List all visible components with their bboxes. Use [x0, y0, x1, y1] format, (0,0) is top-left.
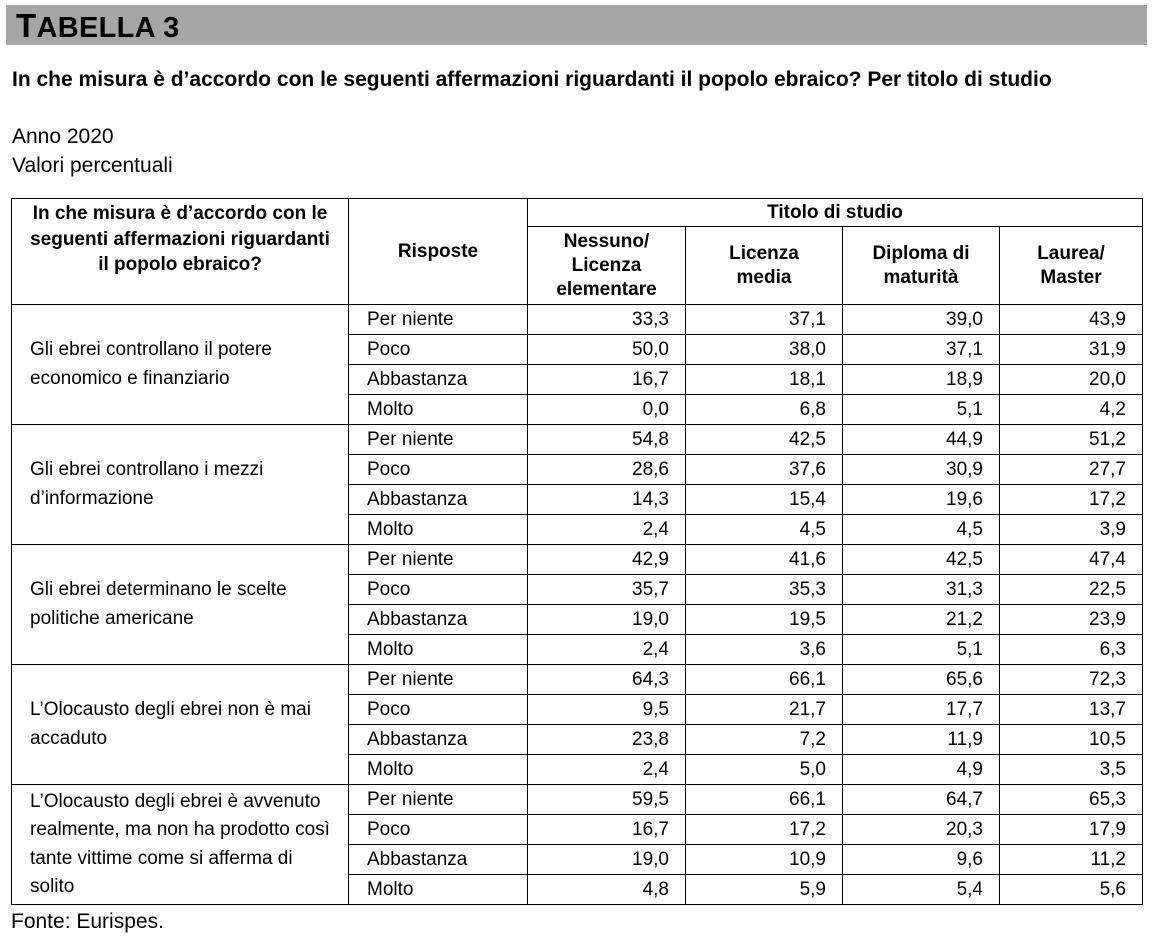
- response-cell: Abbastanza: [349, 605, 528, 635]
- value-cell: 23,9: [1000, 605, 1143, 635]
- value-cell: 2,4: [528, 755, 686, 785]
- value-cell: 23,8: [528, 725, 686, 755]
- statement-cell: Gli ebrei controllano i mezzi d’informazione: [12, 425, 349, 545]
- value-cell: 6,3: [1000, 635, 1143, 665]
- response-cell: Per niente: [349, 425, 528, 455]
- value-cell: 65,3: [1000, 785, 1143, 815]
- value-cell: 21,2: [843, 605, 1000, 635]
- value-cell: 54,8: [528, 425, 686, 455]
- value-cell: 7,2: [686, 725, 843, 755]
- value-cell: 27,7: [1000, 455, 1143, 485]
- value-cell: 13,7: [1000, 695, 1143, 725]
- value-cell: 39,0: [843, 305, 1000, 335]
- response-cell: Poco: [349, 695, 528, 725]
- header-responses: Risposte: [349, 199, 528, 305]
- value-cell: 18,1: [686, 365, 843, 395]
- value-cell: 65,6: [843, 665, 1000, 695]
- response-cell: Abbastanza: [349, 845, 528, 875]
- value-cell: 9,5: [528, 695, 686, 725]
- value-cell: 37,6: [686, 455, 843, 485]
- data-table: [11, 198, 1143, 905]
- value-cell: 17,9: [1000, 815, 1143, 845]
- value-cell: 19,6: [843, 485, 1000, 515]
- value-cell: 20,3: [843, 815, 1000, 845]
- value-cell: 5,0: [686, 755, 843, 785]
- value-cell: 3,6: [686, 635, 843, 665]
- response-cell: Molto: [349, 755, 528, 785]
- response-cell: Poco: [349, 455, 528, 485]
- value-cell: 51,2: [1000, 425, 1143, 455]
- response-cell: Poco: [349, 575, 528, 605]
- header-col-licenza-media: Licenza media: [686, 227, 843, 305]
- value-cell: 30,9: [843, 455, 1000, 485]
- response-cell: Molto: [349, 875, 528, 905]
- value-cell: 6,8: [686, 395, 843, 425]
- value-cell: 35,3: [686, 575, 843, 605]
- value-cell: 9,6: [843, 845, 1000, 875]
- table-row: [12, 425, 1143, 455]
- response-cell: Molto: [349, 515, 528, 545]
- value-cell: 66,1: [686, 785, 843, 815]
- value-cell: 5,1: [843, 635, 1000, 665]
- response-cell: Poco: [349, 335, 528, 365]
- value-cell: 20,0: [1000, 365, 1143, 395]
- table-label: TABELLA 3: [16, 7, 180, 44]
- value-cell: 19,5: [686, 605, 843, 635]
- header-group-titolo: Titolo di studio: [528, 199, 1143, 227]
- value-cell: 0,0: [528, 395, 686, 425]
- response-cell: Per niente: [349, 545, 528, 575]
- value-cell: 5,4: [843, 875, 1000, 905]
- value-cell: 4,5: [843, 515, 1000, 545]
- statement-cell: L’Olocausto degli ebrei non è mai accaduto: [12, 665, 349, 785]
- table-row: [12, 785, 1143, 815]
- table-row: [12, 665, 1143, 695]
- value-cell: 16,7: [528, 365, 686, 395]
- value-cell: 3,5: [1000, 755, 1143, 785]
- response-cell: Per niente: [349, 785, 528, 815]
- value-cell: 2,4: [528, 635, 686, 665]
- value-cell: 17,2: [1000, 485, 1143, 515]
- response-cell: Abbastanza: [349, 485, 528, 515]
- value-cell: 4,9: [843, 755, 1000, 785]
- value-cell: 5,9: [686, 875, 843, 905]
- value-cell: 2,4: [528, 515, 686, 545]
- response-cell: Per niente: [349, 305, 528, 335]
- value-cell: 17,2: [686, 815, 843, 845]
- value-cell: 3,9: [1000, 515, 1143, 545]
- value-cell: 37,1: [843, 335, 1000, 365]
- header-col-diploma: Diploma di maturità: [843, 227, 1000, 305]
- table-row: [12, 305, 1143, 335]
- value-cell: 38,0: [686, 335, 843, 365]
- value-cell: 14,3: [528, 485, 686, 515]
- table-label-banner: [6, 5, 1147, 45]
- value-cell: 66,1: [686, 665, 843, 695]
- value-cell: 35,7: [528, 575, 686, 605]
- value-cell: 22,5: [1000, 575, 1143, 605]
- value-cell: 47,4: [1000, 545, 1143, 575]
- value-cell: 28,6: [528, 455, 686, 485]
- statement-cell: Gli ebrei controllano il potere economico e finanziario: [12, 305, 349, 425]
- value-cell: 10,5: [1000, 725, 1143, 755]
- value-cell: 42,5: [843, 545, 1000, 575]
- source-note: Fonte: Eurispes.: [11, 910, 164, 933]
- value-cell: 31,9: [1000, 335, 1143, 365]
- subtitle-units: Valori percentuali: [12, 154, 173, 177]
- value-cell: 72,3: [1000, 665, 1143, 695]
- response-cell: Abbastanza: [349, 365, 528, 395]
- value-cell: 10,9: [686, 845, 843, 875]
- value-cell: 15,4: [686, 485, 843, 515]
- value-cell: 21,7: [686, 695, 843, 725]
- value-cell: 42,9: [528, 545, 686, 575]
- table-row: [12, 545, 1143, 575]
- value-cell: 42,5: [686, 425, 843, 455]
- subtitle-year: Anno 2020: [12, 125, 114, 148]
- response-cell: Abbastanza: [349, 725, 528, 755]
- value-cell: 5,6: [1000, 875, 1143, 905]
- value-cell: 11,9: [843, 725, 1000, 755]
- page-title: In che misura è d’accordo con le seguenti affermazioni riguardanti il popolo ebraico? Per titolo di studio: [12, 68, 1052, 91]
- value-cell: 11,2: [1000, 845, 1143, 875]
- value-cell: 5,1: [843, 395, 1000, 425]
- value-cell: 4,2: [1000, 395, 1143, 425]
- value-cell: 19,0: [528, 605, 686, 635]
- value-cell: 64,3: [528, 665, 686, 695]
- value-cell: 19,0: [528, 845, 686, 875]
- value-cell: 43,9: [1000, 305, 1143, 335]
- value-cell: 31,3: [843, 575, 1000, 605]
- value-cell: 41,6: [686, 545, 843, 575]
- response-cell: Molto: [349, 395, 528, 425]
- value-cell: 17,7: [843, 695, 1000, 725]
- header-col-nessuno: Nessuno/ Licenza elementare: [528, 227, 686, 305]
- value-cell: 37,1: [686, 305, 843, 335]
- value-cell: 16,7: [528, 815, 686, 845]
- value-cell: 59,5: [528, 785, 686, 815]
- value-cell: 44,9: [843, 425, 1000, 455]
- value-cell: 18,9: [843, 365, 1000, 395]
- response-cell: Per niente: [349, 665, 528, 695]
- response-cell: Poco: [349, 815, 528, 845]
- header-col-laurea: Laurea/ Master: [1000, 227, 1143, 305]
- statement-cell: Gli ebrei determinano le scelte politiche americane: [12, 545, 349, 665]
- header-statement: In che misura è d’accordo con le seguenti affermazioni riguardanti il popolo ebraico?: [12, 199, 349, 305]
- statement-cell: L’Olocausto degli ebrei è avvenuto realmente, ma non ha prodotto così tante vittime come si afferma di solito: [12, 785, 349, 905]
- value-cell: 4,8: [528, 875, 686, 905]
- value-cell: 64,7: [843, 785, 1000, 815]
- value-cell: 50,0: [528, 335, 686, 365]
- value-cell: 33,3: [528, 305, 686, 335]
- response-cell: Molto: [349, 635, 528, 665]
- value-cell: 4,5: [686, 515, 843, 545]
